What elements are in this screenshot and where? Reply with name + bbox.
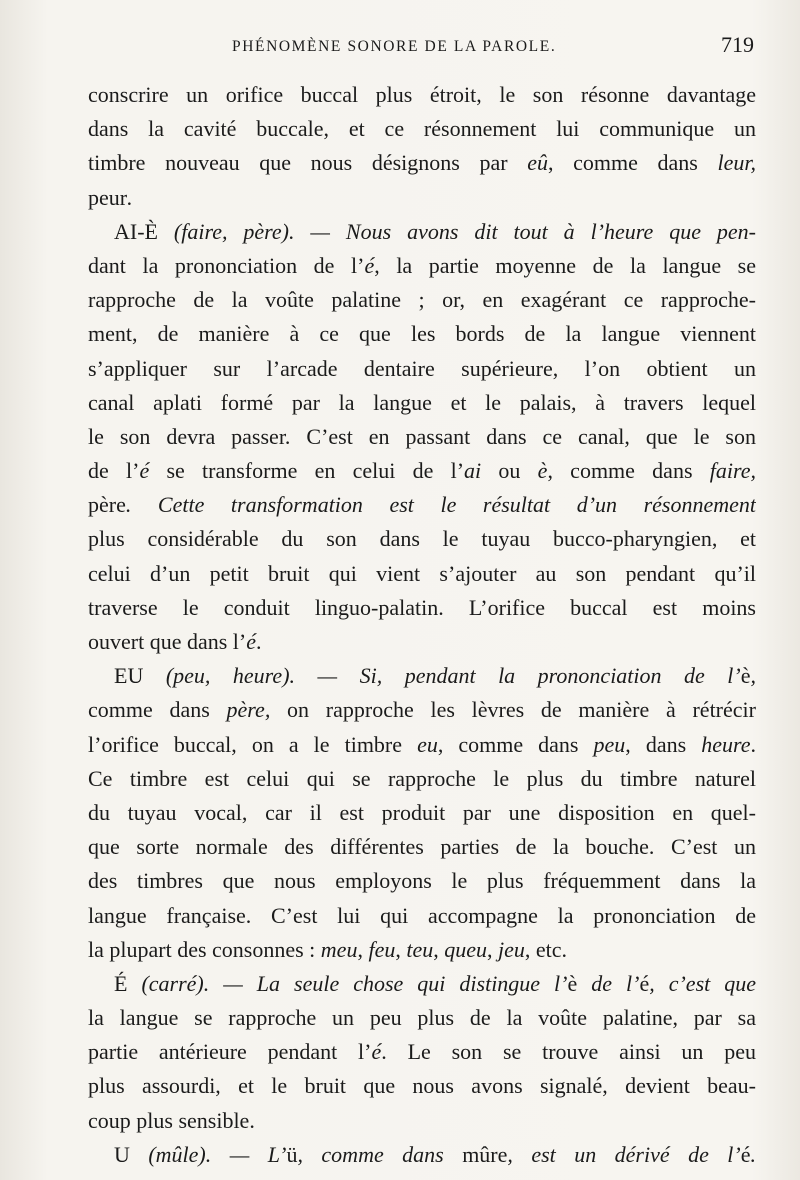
italic-term: jeu	[498, 936, 525, 962]
text-run: U	[114, 1141, 130, 1167]
text-run: on rapproche les lèvres de manière à rétrécir	[270, 697, 756, 723]
text-run: de l’	[88, 458, 140, 484]
text-run: dant la prononciation de l’	[88, 252, 365, 278]
text-run: AI-È	[114, 218, 158, 244]
text-run: se transforme en celui de l’	[149, 458, 465, 484]
italic-term: .	[127, 184, 133, 210]
text-line	[88, 625, 756, 659]
text-run: , comme dans	[437, 731, 594, 757]
italic-term: meu	[320, 936, 358, 962]
text-line	[88, 78, 756, 112]
text-line	[88, 762, 756, 796]
text-line	[88, 728, 756, 762]
italic-term: feu	[368, 936, 396, 962]
text-run: peur	[88, 184, 128, 210]
italic-term: heure	[701, 731, 751, 757]
text-run: .	[256, 629, 262, 654]
text-run: . Le son se trouve ainsi un peu	[381, 1039, 756, 1065]
text-line	[88, 420, 756, 454]
italic-term: (peu, heure). — Si, pendant la prononciation de l’	[143, 663, 741, 689]
text-line	[88, 386, 756, 420]
italic-term: è	[537, 458, 548, 484]
italic-term: de l’	[577, 970, 640, 996]
italic-term: , est un dérivé de l’	[507, 1141, 741, 1167]
page-number: 719	[721, 32, 754, 57]
text-run: la plupart des consonnes :	[88, 936, 321, 962]
text-run: ,	[395, 936, 407, 962]
italic-term: peu	[593, 731, 626, 757]
text-line	[88, 1035, 756, 1069]
text-run: partie antérieure pendant l’	[88, 1039, 372, 1065]
text-run: dans la cavité buccale, et ce résonnement lui communique un	[88, 116, 756, 142]
text-run: ,	[487, 936, 498, 962]
text-run: mûre	[462, 1141, 508, 1167]
italic-term: , c’est que	[649, 970, 756, 996]
italic-term: é	[364, 252, 375, 278]
italic-term: . Cette transformation est le résultat d’un résonnement	[125, 492, 756, 518]
text-run: timbre nouveau que nous désignons par	[88, 150, 528, 176]
text-run: .	[750, 731, 756, 757]
text-line	[88, 899, 756, 933]
text-line	[88, 283, 756, 317]
text-line	[88, 967, 756, 1001]
text-run: l’orifice buccal, on a le timbre	[88, 731, 418, 757]
text-run: celui d’un petit bruit qui vient s’ajouter au son pendant qu’il	[88, 560, 756, 586]
italic-term: eû	[527, 150, 548, 176]
text-run: plus considérable du son dans le tuyau bucco-pharyngien, et	[88, 526, 756, 552]
running-head: PHÉNOMÈNE SONORE DE LA PAROLE.	[232, 38, 557, 55]
text-run: , dans	[625, 731, 702, 757]
text-run: des timbres que nous employons le plus fréquemment dans la	[88, 868, 756, 894]
text-run: le son devra passer. C’est en passant dans ce canal, que le son	[88, 423, 756, 449]
text-line	[88, 522, 756, 556]
italic-term: , comme dans	[297, 1141, 463, 1167]
text-run: é	[639, 970, 650, 996]
text-line	[88, 796, 756, 830]
text-line	[88, 1138, 756, 1172]
text-run: é	[740, 1141, 751, 1167]
text-run: ,	[357, 936, 369, 962]
italic-term: eu	[417, 731, 438, 757]
text-run: canal aplati formé par la langue et le palais, à travers lequel	[88, 389, 756, 415]
text-run: langue française. C’est lui qui accompagne la prononciation de	[88, 902, 756, 928]
italic-term: é	[371, 1039, 382, 1065]
text-line	[88, 1001, 756, 1035]
text-run: coup plus sensible.	[88, 1107, 255, 1133]
text-line	[88, 181, 756, 215]
italic-term: (mûle). — L’	[129, 1141, 287, 1167]
italic-term: ,	[750, 663, 756, 689]
text-line	[88, 112, 756, 146]
text-run: père	[88, 492, 126, 518]
text-line	[88, 488, 756, 522]
text-run: , etc.	[524, 936, 568, 962]
text-line	[88, 933, 756, 967]
text-run: , comme dans	[547, 458, 710, 484]
text-line	[88, 215, 756, 249]
text-run: comme dans	[88, 697, 227, 723]
text-run: la langue se rapproche un peu plus de la voûte palatine, par sa	[88, 1005, 756, 1031]
page-header	[88, 32, 756, 62]
text-run: du tuyau vocal, car il est produit par une disposition en quel-	[88, 799, 756, 825]
text-line	[88, 352, 756, 386]
text-run: EU	[114, 663, 144, 689]
text-line	[88, 454, 756, 488]
italic-term: .	[750, 1141, 756, 1167]
text-line	[88, 659, 756, 693]
text-run: , la partie moyenne de la langue se	[374, 252, 756, 278]
italic-term: é	[139, 458, 150, 484]
text-run: s’appliquer sur l’arcade dentaire supérieure, l’on obtient un	[88, 355, 756, 381]
text-line	[88, 249, 756, 283]
text-run: è	[740, 663, 751, 689]
text-run: plus assourdi, et le bruit que nous avons signalé, devient beau-	[88, 1073, 756, 1099]
text-line	[88, 830, 756, 864]
italic-term: queu	[444, 936, 487, 962]
text-run: ü	[286, 1141, 298, 1167]
text-line	[88, 146, 756, 180]
text-run: ouvert que dans l’	[88, 629, 247, 654]
text-line	[88, 1104, 756, 1138]
body-text	[88, 78, 756, 1172]
text-line	[88, 557, 756, 591]
italic-term: père,	[226, 697, 271, 723]
text-line	[88, 591, 756, 625]
italic-term: leur,	[717, 150, 756, 176]
italic-term: faire,	[709, 458, 756, 484]
text-run: ,	[433, 936, 445, 962]
text-run: , comme dans	[547, 150, 718, 176]
italic-term: teu	[406, 936, 434, 962]
text-run: É	[114, 970, 128, 996]
text-line	[88, 317, 756, 351]
italic-term: (carré). — La seule chose qui distingue l’	[127, 970, 568, 996]
text-run: rapproche de la voûte palatine ; or, en exagérant ce rapproche-	[88, 287, 756, 313]
text-run: que sorte normale des différentes parties de la bouche. C’est un	[88, 834, 756, 860]
italic-term: é	[246, 629, 256, 654]
text-line	[88, 864, 756, 898]
italic-term: ai	[464, 458, 482, 484]
italic-term: (faire, père). — Nous avons dit tout à l’heure que pen-	[157, 218, 756, 244]
text-run: ment, de manière à ce que les bords de la langue viennent	[88, 321, 756, 347]
text-run: conscrire un orifice buccal plus étroit, le son résonne davantage	[88, 82, 756, 107]
text-run: traverse le conduit linguo-palatin. L’orifice buccal est moins	[88, 594, 756, 620]
text-run: è	[567, 970, 578, 996]
text-line	[88, 1069, 756, 1103]
text-run: ou	[481, 458, 538, 484]
text-line	[88, 693, 756, 727]
text-run: Ce timbre est celui qui se rapproche le plus du timbre naturel	[88, 765, 756, 791]
